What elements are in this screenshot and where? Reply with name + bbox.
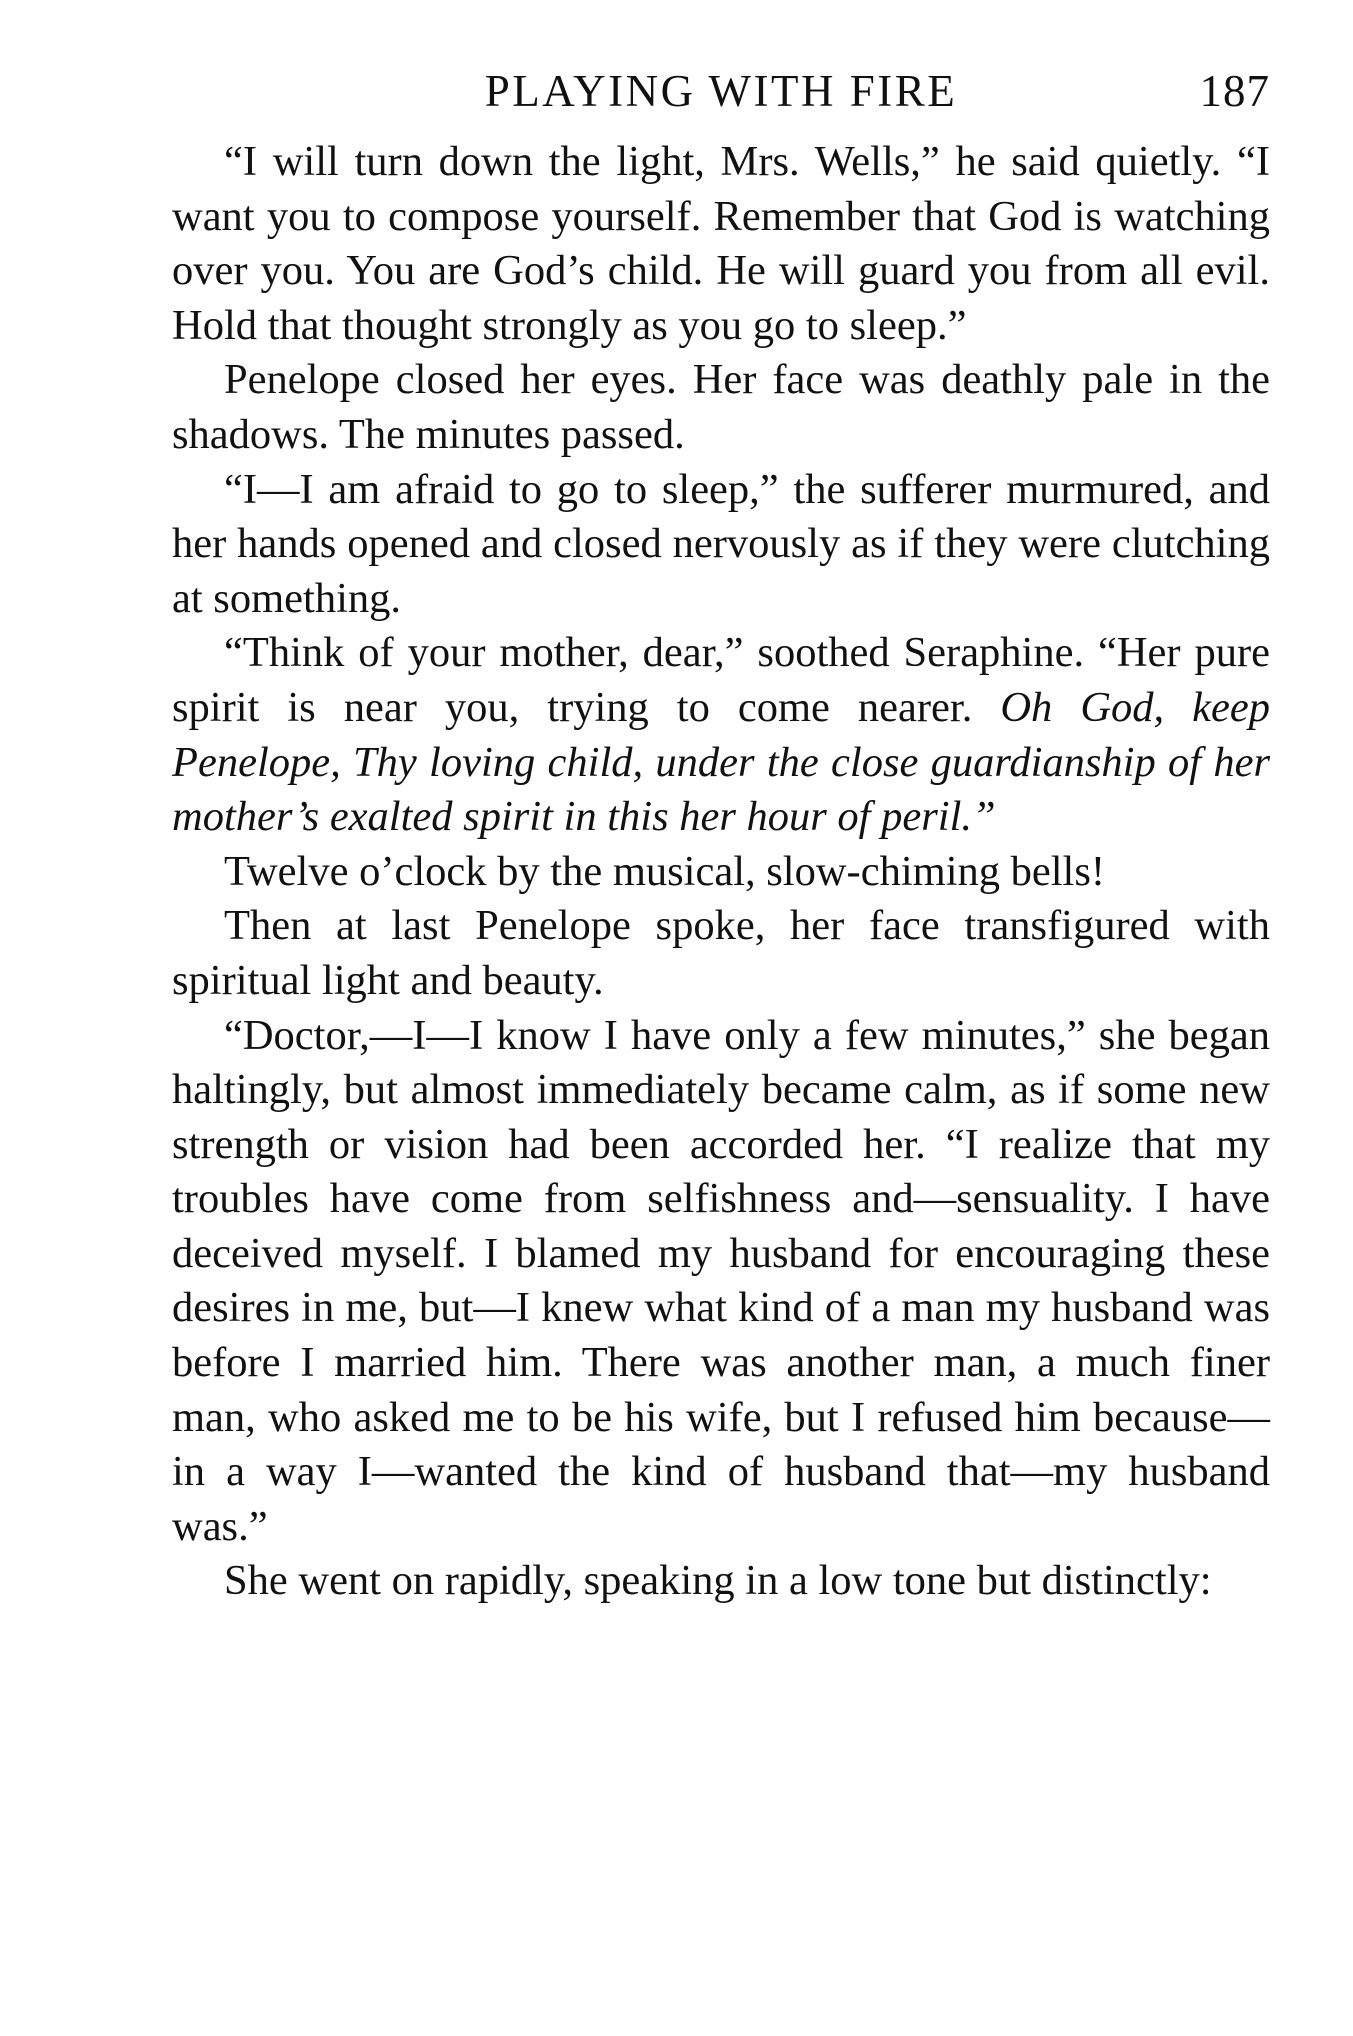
paragraph-roman-text: “Think of your mother, dear,” soothed Seraphine. “Her pure spirit is near you, trying to come nearer. bbox=[172, 629, 1270, 731]
paragraph: She went on rapidly, speaking in a low tone but distinctly: bbox=[224, 1557, 1212, 1605]
page-number: 187 bbox=[1199, 66, 1270, 116]
paragraph bbox=[172, 626, 1270, 844]
running-head bbox=[172, 56, 1270, 126]
paragraph: Penelope closed her eyes. Her face was deathly pale in the shadows. The minutes passed. bbox=[172, 356, 1270, 458]
paragraph: Then at last Penelope spoke, her face transfigured with spiritual light and beauty. bbox=[172, 902, 1270, 1004]
body-text bbox=[172, 135, 1270, 1609]
paragraph: “I—I am afraid to go to sleep,” the sufferer murmured, and her hands opened and closed nervously as if they were clutching at something. bbox=[172, 465, 1270, 622]
running-title: PLAYING WITH FIRE bbox=[484, 66, 958, 116]
paragraph: “Doctor,—I—I know I have only a few minutes,” she began haltingly, but almost immediately became calm, as if some new strength or vision had been accorded her. “I realize that my troubles have come from selfishness and—sensuality. I have deceived myself. I blamed my husband for encouraging these desires in me, but—I knew what kind of a man my husband was before I married him. There was another man, a much finer man, who asked me to be his wife, but I refused him because—in a way I—wanted the kind of husband that—my husband was.” bbox=[172, 1011, 1270, 1550]
paragraph: “I will turn down the light, Mrs. Wells,” he said quietly. “I want you to compose yourself. Remember that God is watching over you. You are God’s child. He will guard you from all evil. Hold that thought strongly as you go to sleep.” bbox=[172, 138, 1270, 349]
prayer-italic-text: Oh God, keep Penelope, Thy loving child, under the close guardianship of her mother’s exalted spirit in this her hour of peril.” bbox=[172, 683, 1270, 841]
paragraph: Twelve o’clock by the musical, slow-chiming bells! bbox=[224, 847, 1106, 895]
